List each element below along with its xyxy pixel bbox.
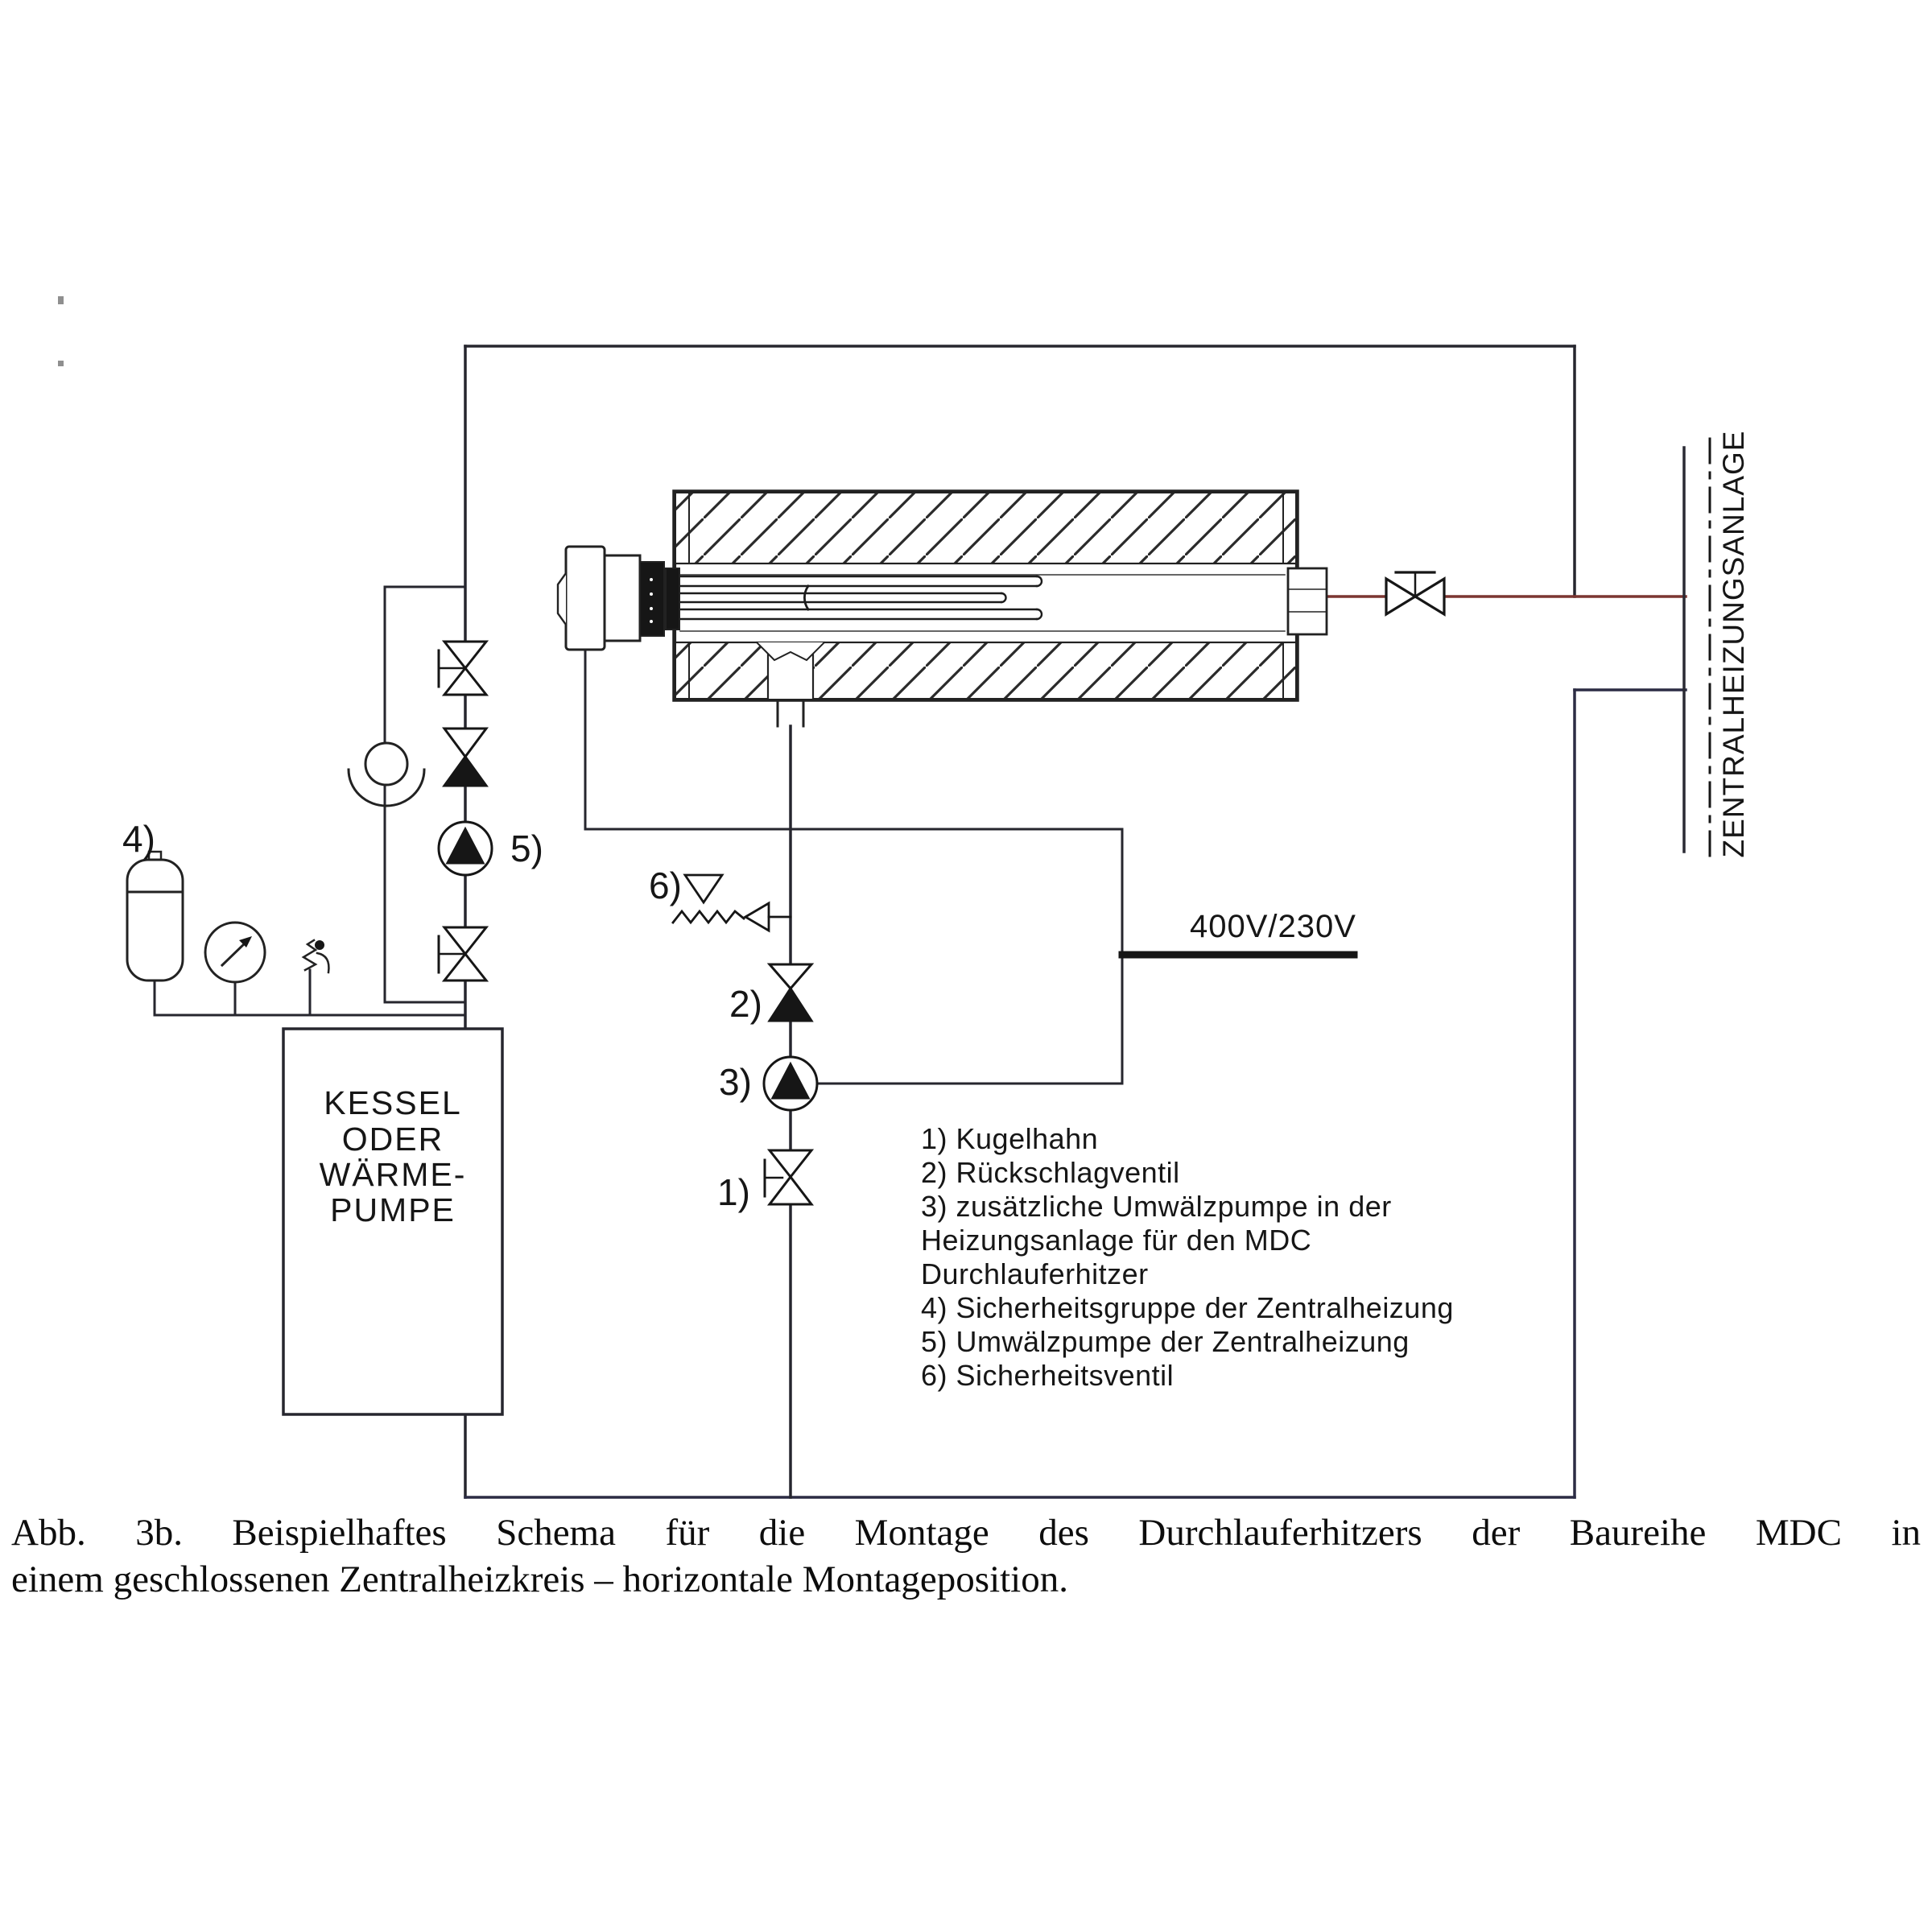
marker-extra-pump: 3): [719, 1061, 752, 1103]
ball-valve-1-icon: [765, 1150, 811, 1204]
legend: [921, 1122, 1533, 1393]
legend-line: 5) Umwälzpumpe der Zentralheizung: [921, 1325, 1410, 1358]
marker-ball-valve: 1): [717, 1171, 750, 1213]
marker-safety-group: 4): [122, 818, 155, 860]
expansion-vessel-icon: [127, 852, 183, 980]
ball-valve-supply-icon: [1386, 572, 1444, 614]
boiler-label-line3: WÄRME-: [319, 1156, 467, 1193]
legend-line: 1) Kugelhahn: [921, 1122, 1099, 1155]
legend-line: 4) Sicherheitsgruppe der Zentralheizung: [921, 1291, 1454, 1324]
legend-line: 6) Sicherheitsventil: [921, 1359, 1174, 1392]
legend-line: 3) zusätzliche Umwälzpumpe in der: [921, 1190, 1392, 1223]
circulation-pump-5-icon: [439, 822, 492, 875]
aux-line: [155, 587, 465, 1015]
marker-check-valve: 2): [729, 983, 762, 1025]
figure-caption: [11, 1510, 1921, 1603]
boiler-label-line1: KESSEL: [324, 1084, 462, 1121]
marker-circulation-pump: 5): [510, 828, 543, 869]
central-heating-label: ZENTRALHEIZUNGSANLAGE: [1717, 430, 1750, 858]
check-valve-left-icon: [444, 729, 486, 786]
marker-safety-valve: 6): [649, 865, 682, 906]
ball-valve-left-lower-icon: [439, 927, 486, 980]
heater-outlet-fitting: [1288, 568, 1327, 634]
power-label: 400V/230V: [1190, 909, 1356, 944]
caption-line1: Abb. 3b. Beispielhaftes Schema für die Montage des Durchlauferhitzers der Baureihe MDC in: [11, 1512, 1921, 1554]
legend-line: Durchlauferhitzer: [921, 1257, 1149, 1290]
caption-line2: einem geschlossenen Zentralheizkreis – horizontale Montageposition.: [11, 1558, 1068, 1600]
legend-line: 2) Rückschlagventil: [921, 1156, 1180, 1189]
heater-insulation-top: [675, 493, 1296, 564]
boiler-label-line4: PUMPE: [330, 1191, 456, 1228]
pressure-gauge-icon: [205, 923, 265, 982]
scan-noise: [58, 296, 64, 366]
boiler-label: [320, 1084, 467, 1228]
boiler-label-line2: ODER: [341, 1121, 444, 1158]
check-valve-2-icon: [770, 964, 811, 1021]
gauge-holder-icon: [349, 743, 424, 806]
heater-electric-cap: [558, 547, 679, 650]
air-vent-icon: [303, 940, 328, 972]
ball-valve-left-upper-icon: [439, 642, 486, 695]
extra-pump-3-icon: [764, 1057, 817, 1110]
legend-line: Heizungsanlage für den MDC: [921, 1224, 1312, 1257]
flow-heater: [558, 491, 1327, 726]
safety-valve-6-icon: [673, 875, 791, 931]
